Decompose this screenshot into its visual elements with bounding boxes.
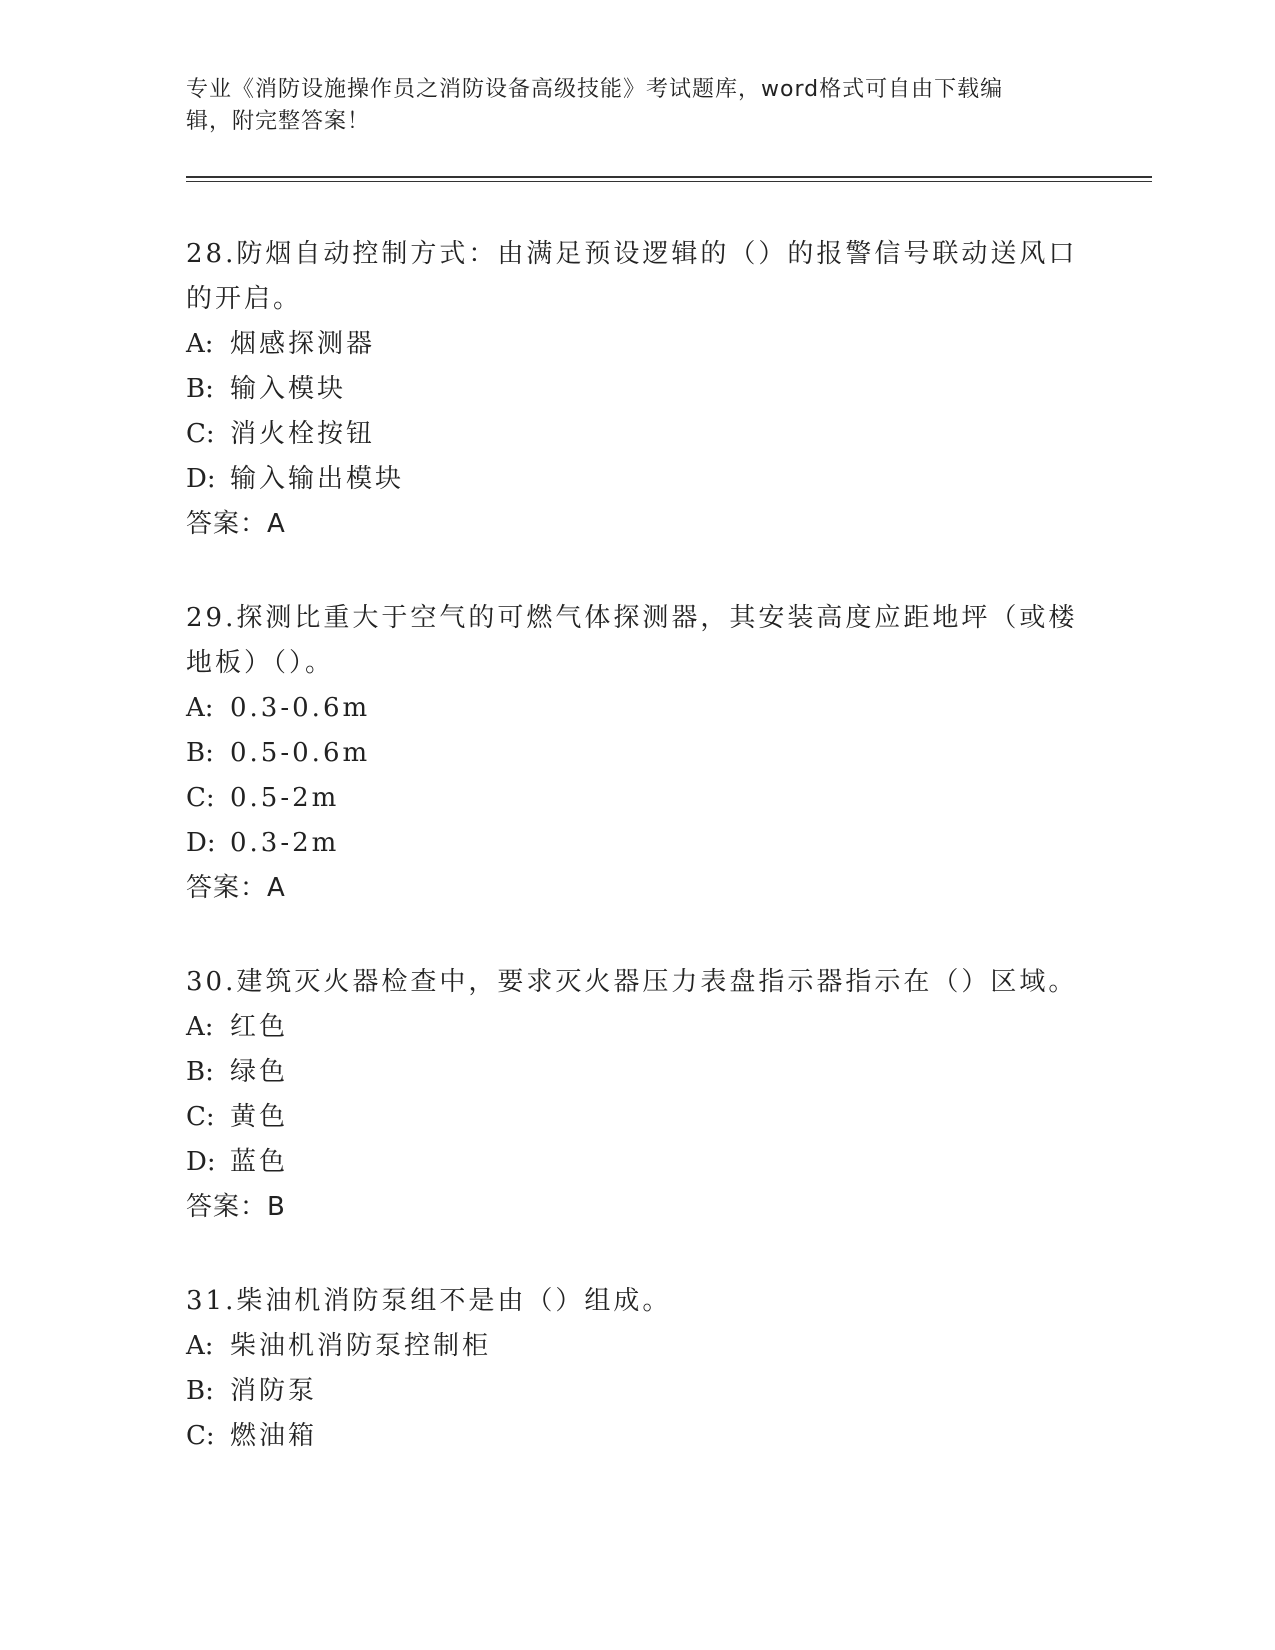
option-label: C: — [186, 1421, 215, 1451]
option-text: 输入输出模块 — [230, 464, 405, 494]
option-label: A: — [186, 329, 214, 359]
question-31 — [186, 1279, 1086, 1459]
option-label: C: — [186, 419, 215, 449]
question-number: 28. — [186, 239, 237, 269]
option-text: 柴油机消防泵控制柜 — [230, 1331, 492, 1361]
option-a — [186, 1005, 1086, 1050]
option-text: 蓝色 — [230, 1147, 289, 1177]
option-label: B: — [186, 738, 214, 768]
option-label: B: — [186, 1057, 214, 1087]
question-text — [186, 960, 1086, 1005]
question-30 — [186, 960, 1086, 1230]
option-label: A: — [186, 1012, 214, 1042]
option-text: 0.5-2m — [230, 783, 340, 813]
answer: 答案：A — [186, 873, 286, 903]
option-d — [186, 821, 1086, 866]
option-a — [186, 1324, 1086, 1369]
option-label: B: — [186, 374, 214, 404]
option-label: D: — [186, 828, 216, 858]
option-label: C: — [186, 783, 215, 813]
header-divider-thick — [186, 176, 1152, 178]
option-c — [186, 412, 1086, 457]
header-line-1: 专业《消防设施操作员之消防设备高级技能》考试题库，word格式可自由下载编 — [186, 77, 1004, 102]
question-text-line-2: 的开启。 — [186, 284, 303, 314]
option-text: 黄色 — [230, 1102, 289, 1132]
answer: 答案：B — [186, 1192, 286, 1222]
option-c — [186, 1095, 1086, 1140]
question-text-line-1: 建筑灭火器检查中，要求灭火器压力表盘指示器指示在（）区域。 — [236, 967, 1078, 997]
question-text — [186, 596, 1086, 641]
header-divider-thin — [186, 181, 1152, 182]
question-28 — [186, 232, 1086, 547]
option-label: A: — [186, 1331, 214, 1361]
option-label: B: — [186, 1376, 214, 1406]
question-text — [186, 1279, 1086, 1324]
option-text: 消火栓按钮 — [230, 419, 376, 449]
answer: 答案：A — [186, 509, 286, 539]
option-text: 输入模块 — [230, 374, 347, 404]
option-text: 红色 — [230, 1012, 289, 1042]
header-line-2: 辑，附完整答案！ — [186, 109, 371, 134]
option-text: 消防泵 — [230, 1376, 318, 1406]
option-text: 燃油箱 — [230, 1421, 318, 1451]
option-text: 0.3-2m — [230, 828, 340, 858]
question-text-line-1: 防烟自动控制方式：由满足预设逻辑的（）的报警信号联动送风口 — [236, 239, 1078, 269]
document-header — [186, 74, 1066, 138]
question-text-line-1: 探测比重大于空气的可燃气体探测器，其安装高度应距地坪（或楼 — [236, 603, 1078, 633]
option-label: C: — [186, 1102, 215, 1132]
option-c — [186, 776, 1086, 821]
option-a — [186, 322, 1086, 367]
question-text — [186, 232, 1086, 277]
option-a — [186, 686, 1086, 731]
option-c — [186, 1414, 1086, 1459]
option-b — [186, 367, 1086, 412]
question-text-line-1: 柴油机消防泵组不是由（）组成。 — [236, 1286, 672, 1316]
option-b — [186, 731, 1086, 776]
option-label: A: — [186, 693, 214, 723]
option-text: 0.5-0.6m — [230, 738, 371, 768]
option-text: 0.3-0.6m — [230, 693, 371, 723]
option-label: D: — [186, 1147, 216, 1177]
option-d — [186, 457, 1086, 502]
option-text: 烟感探测器 — [230, 329, 376, 359]
question-29 — [186, 596, 1086, 911]
question-text-line-2: 地板）（）。 — [186, 648, 335, 678]
option-b — [186, 1050, 1086, 1095]
option-b — [186, 1369, 1086, 1414]
option-d — [186, 1140, 1086, 1185]
option-text: 绿色 — [230, 1057, 289, 1087]
option-label: D: — [186, 464, 216, 494]
question-number: 30. — [186, 967, 237, 997]
question-number: 31. — [186, 1286, 237, 1316]
question-number: 29. — [186, 603, 237, 633]
